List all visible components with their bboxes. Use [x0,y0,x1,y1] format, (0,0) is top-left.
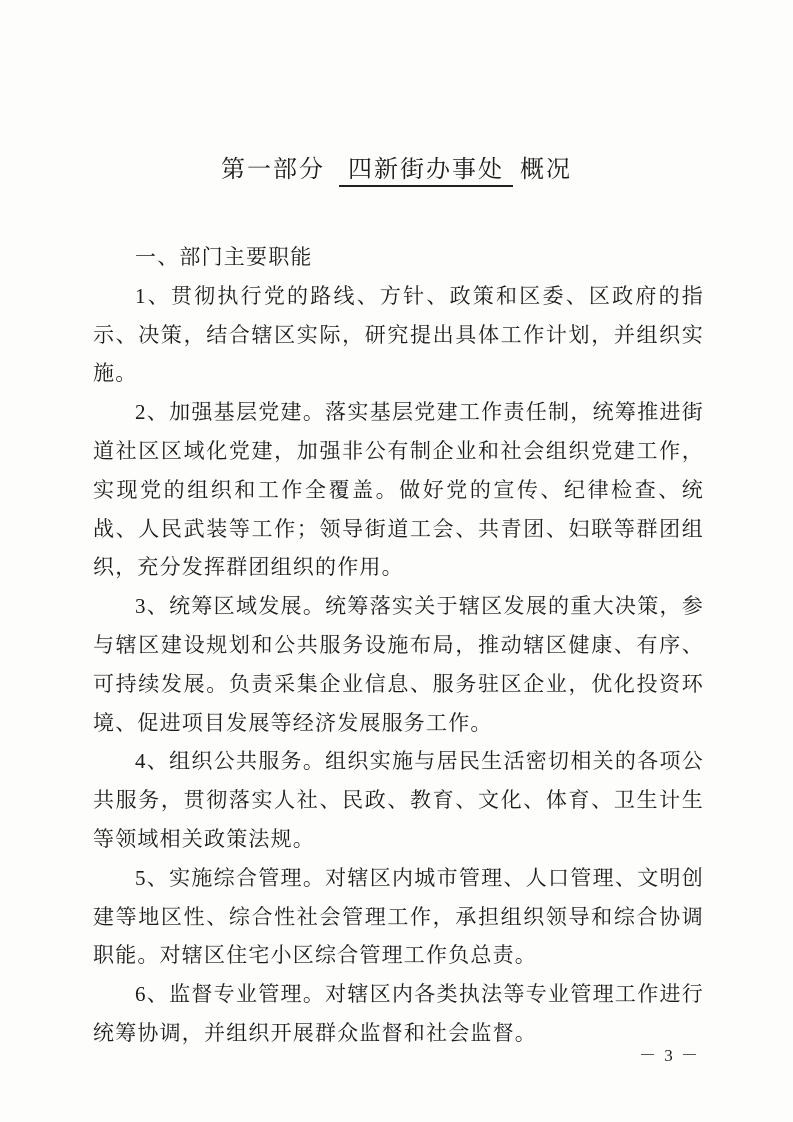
title-suffix: 概况 [520,157,572,183]
page-title [0,149,793,187]
section-heading: 一、部门主要职能 [135,245,313,269]
title-part-label: 第一部分 [221,157,325,183]
paragraph-duty-1: 1、贯彻执行党的路线、方针、政策和区委、区政府的指示、决策，结合辖区实际，研究提出具体工作计划，并组织实施。 [93,283,704,386]
paragraph-duty-3: 3、统筹区域发展。统筹落实关于辖区发展的重大决策，参与辖区建设规划和公共服务设施布局，推动辖区健康、有序、可持续发展。负责采集企业信息、服务驻区企业，优化投资环境、促进项目发展等经济发展服务工作。 [93,594,704,735]
document-body [93,238,704,1053]
paragraph-duty-5: 5、实施综合管理。对辖区内城市管理、人口管理、文明创建等地区性、综合性社会管理工作，承担组织领导和综合协调职能。对辖区住宅小区综合管理工作负总责。 [93,865,704,968]
paragraph-duty-6: 6、监督专业管理。对辖区内各类执法等专业管理工作进行统筹协调，并组织开展群众监督和社会监督。 [93,982,704,1045]
page-number: － 3 － [639,1046,700,1065]
paragraph-duty-2: 2、加强基层党建。落实基层党建工作责任制，统筹推进街道社区区域化党建，加强非公有制企业和社会组织党建工作，实现党的组织和工作全覆盖。做好党的宣传、纪律检查、统战、人民武装等工作；领导街道工会、共青团、妇联等群团组织，充分发挥群团组织的作用。 [93,400,704,580]
paragraph-duty-4: 4、组织公共服务。组织实施与居民生活密切相关的各项公共服务，贯彻落实人社、民政、教育、文化、体育、卫生计生等领域相关政策法规。 [93,749,704,851]
title-office-name: 四新街办事处 [339,149,513,187]
